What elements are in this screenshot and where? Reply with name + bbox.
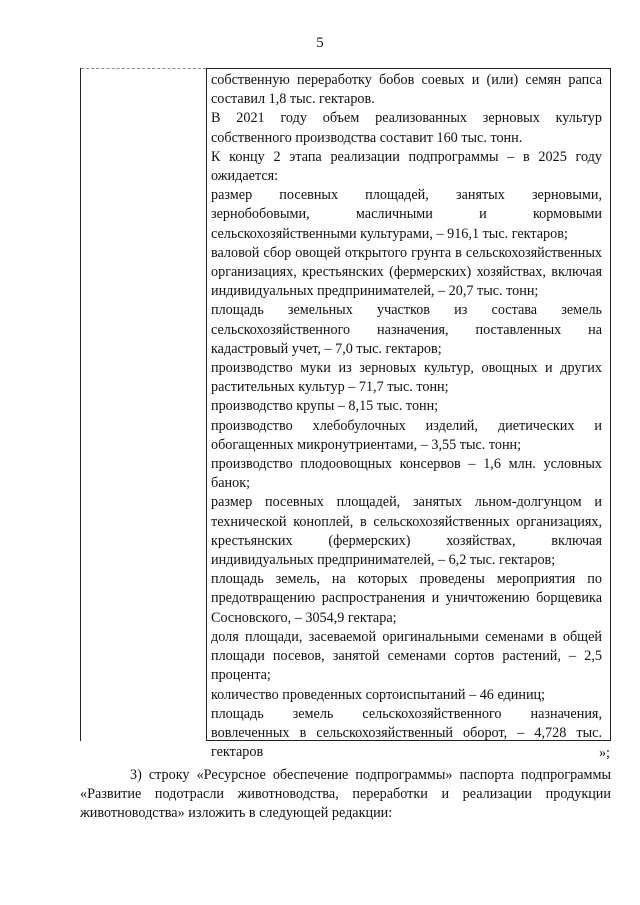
table-right-cell (206, 68, 611, 761)
table-left-cell (80, 68, 207, 741)
left-cell-top-border (81, 68, 206, 69)
cell-paragraph: В 2021 году объем реализованных зерновых культур собственного производства составит 160 тыс. тонн. (211, 110, 602, 146)
passport-table (80, 68, 611, 761)
cell-paragraph: площадь земель сельскохозяйственного назначения, вовлеченных в сельскохозяйственный оборот, – 4,728 тыс. гектаров (211, 705, 602, 761)
cell-paragraph: площадь земельных участков из состава земель сельскохозяйственного назначения, поставленных на кадастровый учет, – 7,0 тыс. гектаров; (211, 302, 602, 357)
amendment-paragraph: 3) строку «Ресурсное обеспечение подпрограммы» паспорта подпрограммы «Развитие подотрасли животноводства, переработки и реализации продукции животноводства» изложить в следующей редакции: (80, 767, 611, 822)
page-number: 5 (316, 35, 324, 51)
expected-results-text (211, 71, 602, 762)
cell-paragraph: производство крупы – 8,15 тыс. тонн; (211, 398, 439, 415)
right-cell-top-border (206, 68, 610, 69)
closing-quote: »; (598, 745, 610, 761)
cell-paragraph: количество проведенных сортоиспытаний – 46 единиц; (211, 686, 546, 703)
cell-paragraph: размер посевных площадей, занятых зерновыми, зернобобовыми, масличными и кормовыми сельскохозяйственными культурами, – 916,1 тыс. гектаров; (211, 187, 602, 242)
cell-paragraph: К концу 2 этапа реализации подпрограммы – в 2025 году ожидается: (211, 148, 602, 185)
cell-paragraph: площадь земель, на которых проведены мероприятия по предотвращению распространения и уничтожению борщевика Сосновского, – 3054,9 гектара; (211, 571, 602, 626)
cell-paragraph: валовой сбор овощей открытого грунта в сельскохозяйственных организациях, крестьянских (фермерских) хозяйствах, включая индивидуальных предпринимателей, – 20,7 тыс. тонн; (211, 244, 602, 300)
cell-paragraph: размер посевных площадей, занятых льном-долгунцом и технической коноплей, в сельскохозяйственных организациях, крестьянских (фермерских) хозяйствах, включая индивидуальных предпринимателей, – 6,2 тыс. гектаров; (211, 494, 602, 569)
cell-paragraph: собственную переработку бобов соевых и (или) семян рапса составил 1,8 тыс. гектаров. (211, 72, 602, 108)
cell-paragraph: производство муки из зерновых культур, овощных и других растительных культур – 71,7 тыс. тонн; (211, 360, 602, 396)
cell-paragraph: доля площади, засеваемой оригинальными семенами в общей площади посевов, занятой семенами сортов растений, – 2,5 процента; (211, 628, 602, 684)
cell-paragraph: производство плодоовощных консервов – 1,6 млн. условных банок; (211, 456, 602, 492)
cell-paragraph: производство хлебобулочных изделий, диетических и обогащенных микронутриентами, – 3,55 тыс. тонн; (211, 417, 602, 453)
